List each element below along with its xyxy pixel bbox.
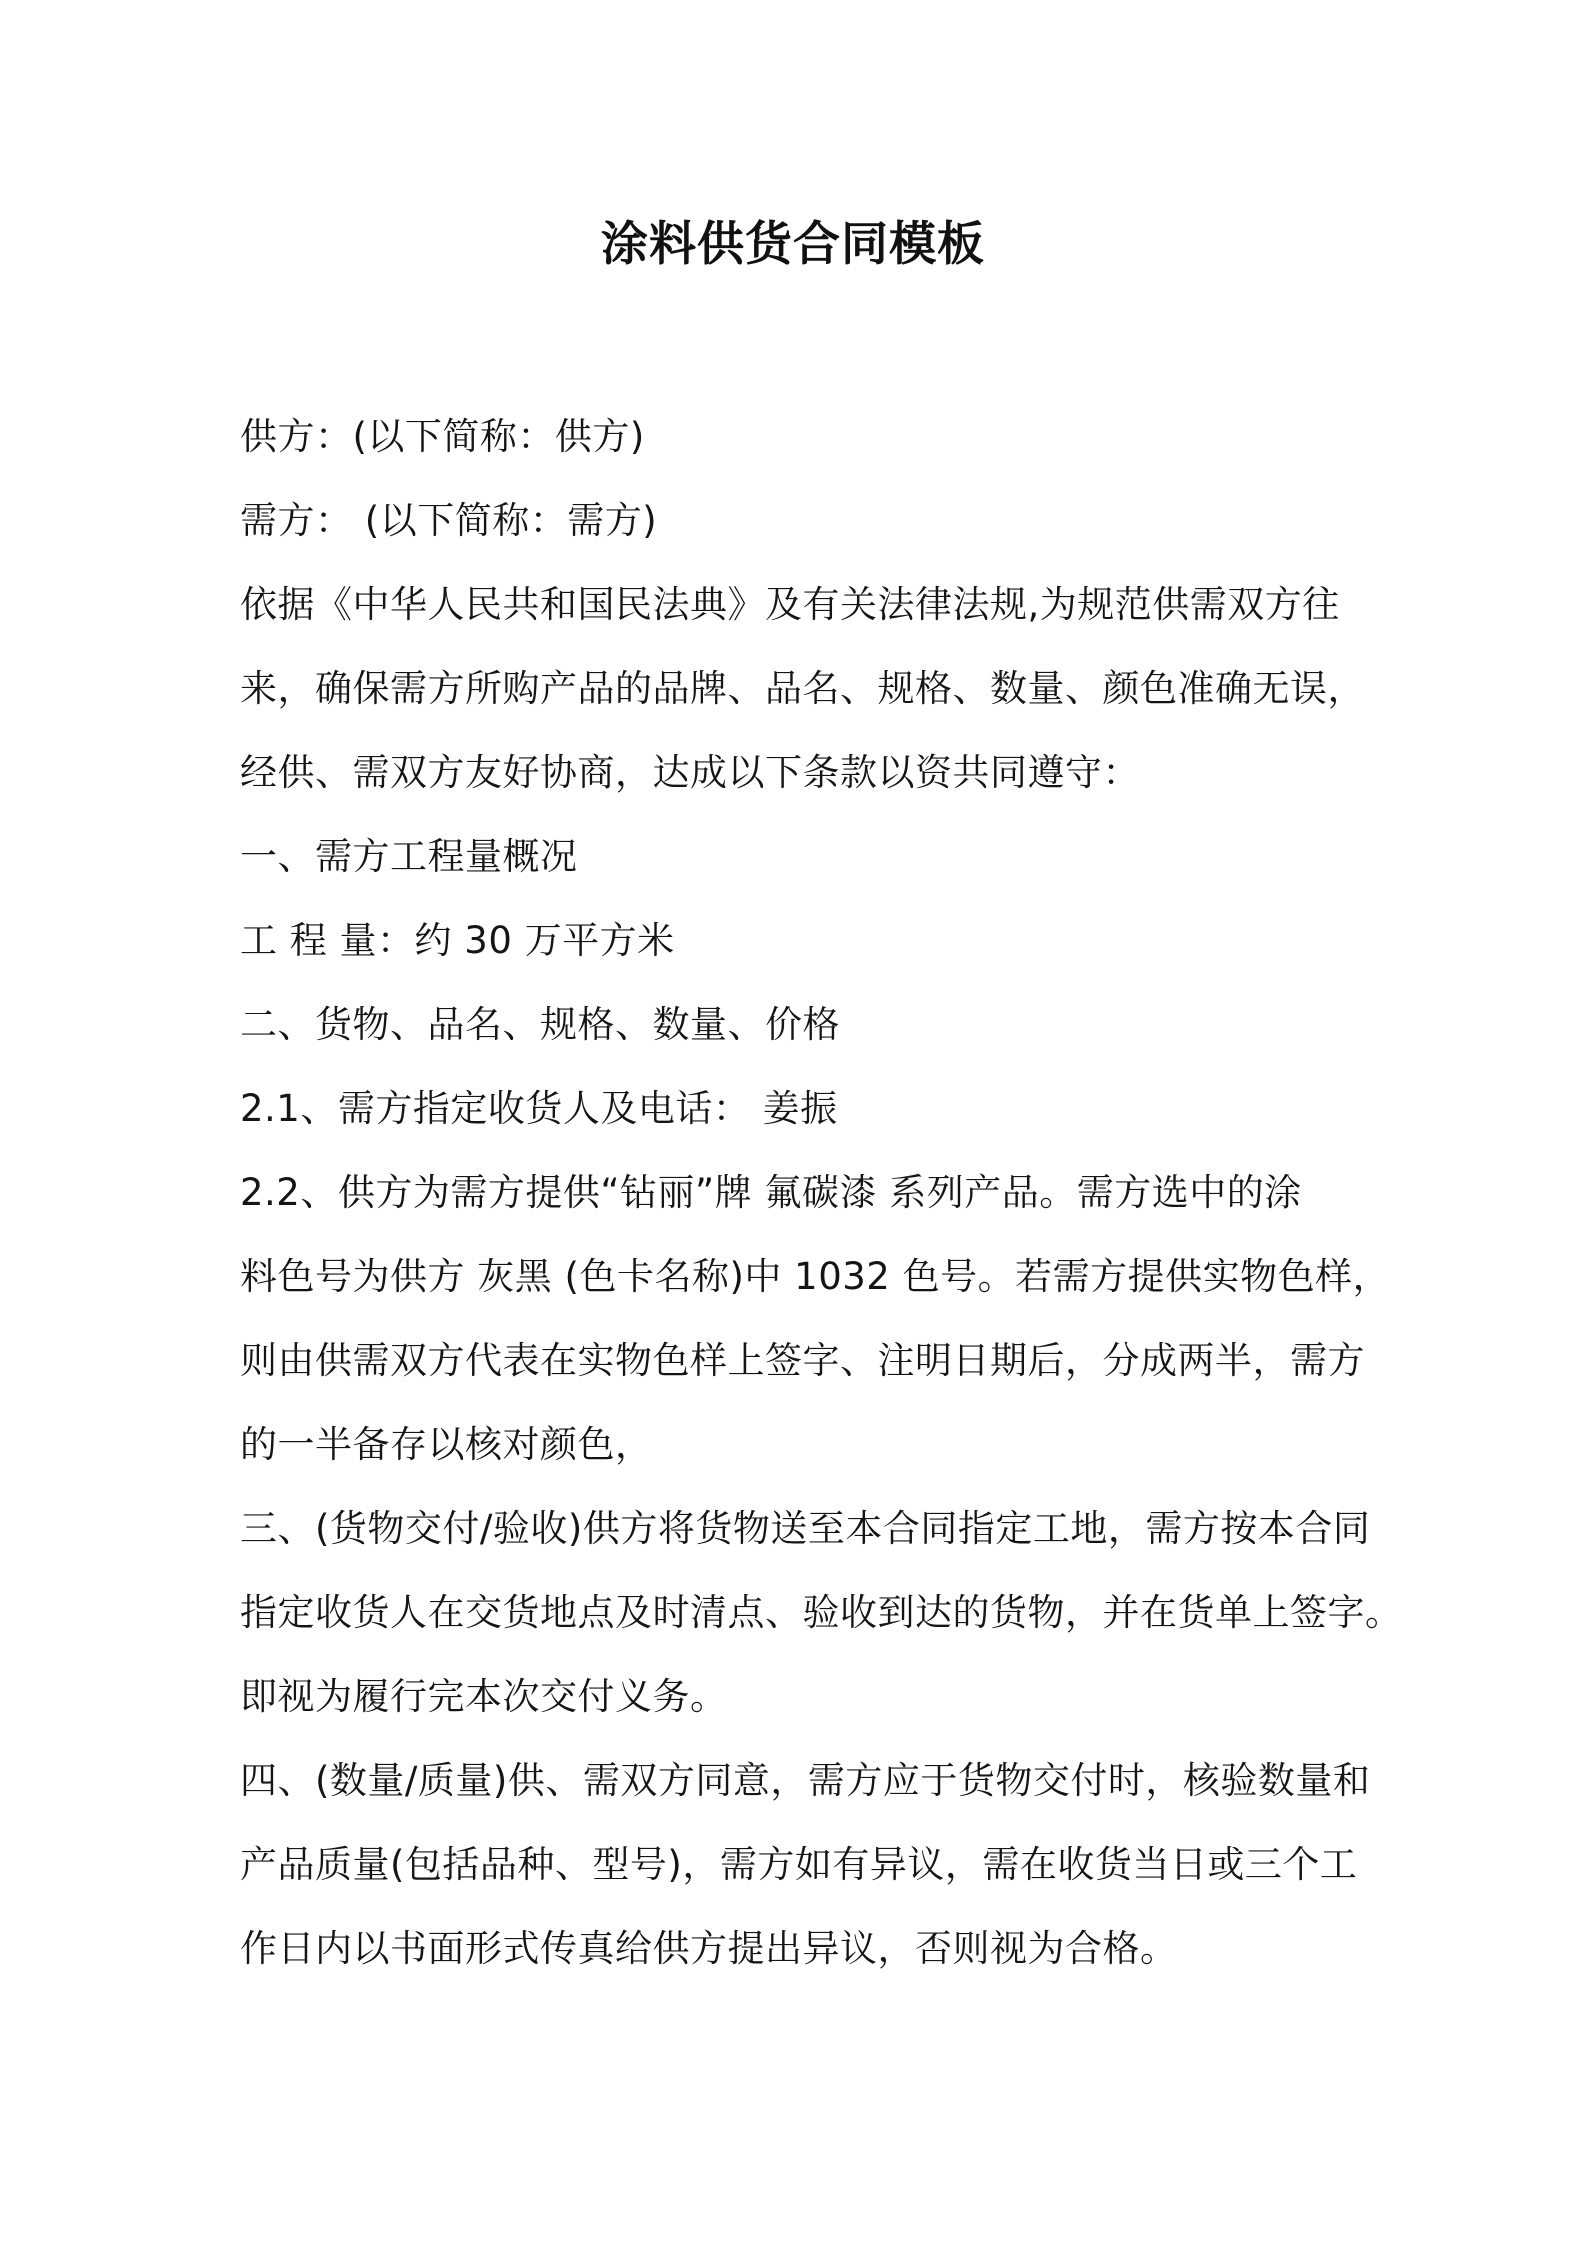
buyer-line: 需方： (以下简称：需方) bbox=[240, 499, 658, 542]
clause-2-2-line-4: 的一半备存以核对颜色， bbox=[240, 1423, 653, 1466]
document-title: 涂料供货合同模板 bbox=[601, 217, 985, 272]
preamble-line-3: 经供、需双方友好协商，达成以下条款以资共同遵守： bbox=[240, 751, 1140, 794]
section-4-line-1: 四、(数量/质量)供、需双方同意，需方应于货物交付时，核验数量和 bbox=[240, 1759, 1371, 1802]
section-3-line-3: 即视为履行完本次交付义务。 bbox=[240, 1675, 728, 1718]
section-2-heading: 二、货物、品名、规格、数量、价格 bbox=[240, 1003, 840, 1046]
supplier-line: 供方：(以下简称：供方) bbox=[240, 415, 645, 458]
section-4-line-3: 作日内以书面形式传真给供方提出异议，否则视为合格。 bbox=[240, 1927, 1178, 1970]
section-3-line-1: 三、(货物交付/验收)供方将货物送至本合同指定工地，需方按本合同 bbox=[240, 1507, 1371, 1550]
clause-2-2-line-2: 料色号为供方 灰黑 (色卡名称)中 1032 色号。若需方提供实物色样， bbox=[240, 1255, 1391, 1298]
section-1-heading: 一、需方工程量概况 bbox=[240, 835, 578, 878]
clause-2-2-line-1: 2.2、供方为需方提供“钻丽”牌 氟碳漆 系列产品。需方选中的涂 bbox=[240, 1171, 1302, 1214]
preamble-line-2: 来，确保需方所购产品的品牌、品名、规格、数量、颜色准确无误， bbox=[240, 667, 1365, 710]
project-quantity-line: 工 程 量：约 30 万平方米 bbox=[240, 919, 675, 962]
section-3-line-2: 指定收货人在交货地点及时清点、验收到达的货物，并在货单上签字。 bbox=[240, 1591, 1403, 1634]
clause-2-1-line: 2.1、需方指定收货人及电话： 姜振 bbox=[240, 1087, 838, 1130]
preamble-line-1: 依据《中华人民共和国民法典》及有关法律法规,为规范供需双方往 bbox=[240, 583, 1340, 626]
section-4-line-2: 产品质量(包括品种、型号)，需方如有异议，需在收货当日或三个工 bbox=[240, 1843, 1358, 1886]
clause-2-2-line-3: 则由供需双方代表在实物色样上签字、注明日期后，分成两半，需方 bbox=[240, 1339, 1365, 1382]
